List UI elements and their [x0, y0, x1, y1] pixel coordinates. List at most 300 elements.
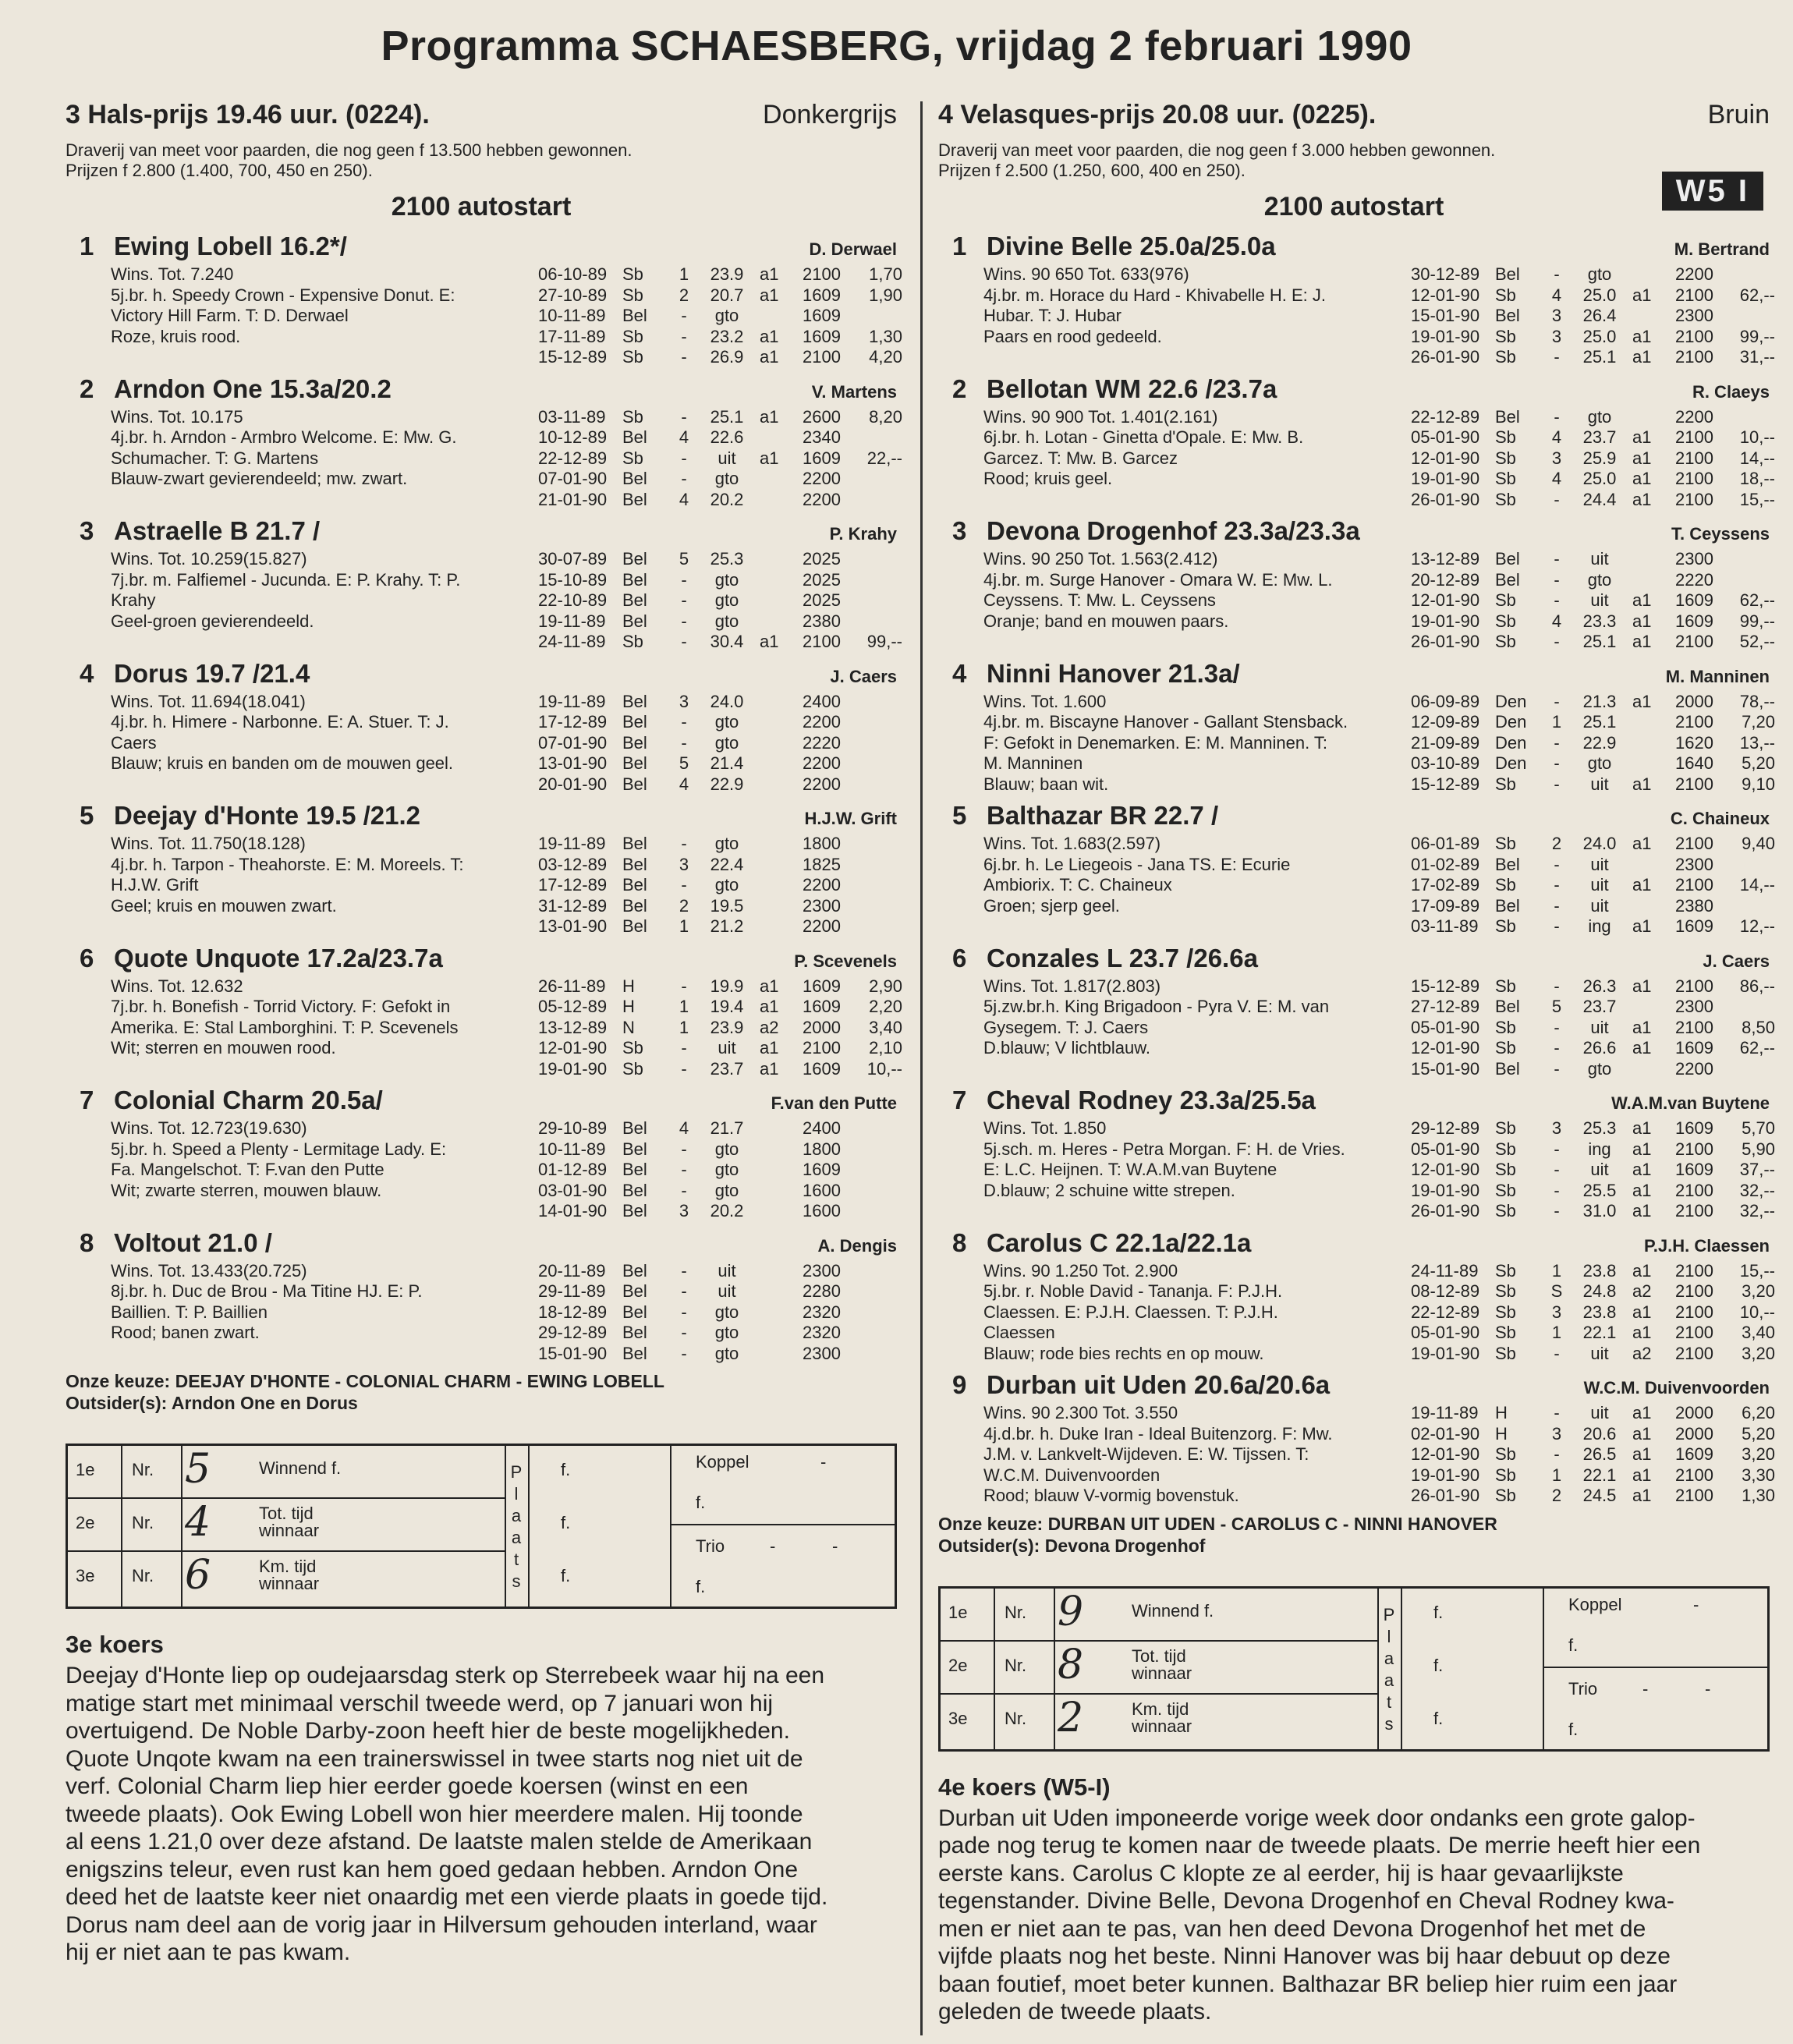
horse-info-line: Wins. Tot. 12.632 — [111, 976, 243, 996]
run-row — [1411, 732, 1775, 754]
run-distance: 1800 — [803, 1139, 841, 1159]
handwritten-number: 8 — [1058, 1641, 1084, 1688]
horse-number: 6 — [80, 943, 94, 972]
run-track: Bel — [1495, 854, 1520, 874]
run-time: uit — [1590, 774, 1609, 794]
analysis-line: Deejay d'Honte liep op oudejaarsdag sterk op Sterrebeek waar hij na een — [66, 1663, 825, 1688]
koppel-f: f. — [1568, 1635, 1579, 1655]
run-time: uit — [1590, 875, 1609, 894]
run-distance: 1609 — [1675, 590, 1713, 610]
race-conditions: Draverij van meet voor paarden, die nog geen f 3.000 hebben gewonnen. — [938, 140, 1496, 160]
horse-info — [111, 976, 602, 1059]
run-start: a1 — [1632, 875, 1652, 894]
run-track: Bel — [622, 1302, 647, 1322]
run-date: 03-01-90 — [538, 1180, 608, 1200]
run-row — [538, 406, 902, 428]
run-time: 23.7 — [710, 1058, 744, 1079]
run-date: 26-11-89 — [538, 976, 606, 996]
run-track: Bel — [1495, 997, 1520, 1016]
horse-details — [938, 406, 1775, 511]
run-time: 25.1 — [1582, 712, 1617, 732]
run-row — [1411, 1323, 1775, 1344]
horse-info — [983, 407, 1475, 490]
run-payout: 86,-- — [1739, 976, 1775, 996]
run-place: - — [1554, 1058, 1560, 1079]
run-payout: 13,-- — [1739, 732, 1775, 753]
horse-header — [66, 1086, 897, 1118]
horse-info-line: M. Manninen — [983, 753, 1083, 773]
run-track: Bel — [622, 774, 647, 794]
horse-number: 2 — [80, 374, 94, 403]
run-place: - — [1554, 347, 1560, 367]
run-track: Bel — [622, 712, 647, 732]
plaats-letter: a — [511, 1506, 522, 1525]
horse-header — [938, 801, 1770, 834]
run-row — [538, 976, 902, 997]
run-place: - — [1554, 1038, 1560, 1057]
run-time: 24.4 — [1582, 489, 1617, 509]
horse-entry — [66, 659, 897, 795]
run-payout: 15,-- — [1739, 489, 1775, 509]
run-row — [1411, 590, 1775, 611]
race-distance: 2100 autostart — [391, 192, 572, 221]
run-track: Bel — [622, 732, 647, 753]
run-row — [1411, 448, 1775, 469]
run-time: 25.9 — [1582, 448, 1617, 468]
run-track: Bel — [622, 1343, 647, 1363]
run-place: - — [681, 1302, 687, 1322]
run-distance: 2300 — [803, 895, 841, 916]
horse-info-line: Blauw; rode bies rechts en op mouw. — [983, 1343, 1264, 1363]
form-row-line — [941, 1640, 1377, 1642]
run-place: 3 — [1551, 326, 1562, 346]
horse-entry — [938, 1086, 1775, 1222]
horse-entry — [938, 801, 1775, 937]
horse-header — [66, 516, 897, 549]
our-choice — [66, 1370, 897, 1414]
horse-info — [983, 264, 1475, 347]
horse-header — [66, 232, 897, 264]
horse-info-line: 8j.br. h. Duc de Brou - Ma Titine HJ. E: P. — [111, 1281, 423, 1301]
horse-info-line: Caers — [111, 732, 157, 753]
horse-entry — [938, 1370, 1775, 1507]
run-time: gto — [714, 469, 739, 488]
horse-number: 4 — [952, 658, 967, 688]
run-payout: 15,-- — [1739, 1260, 1775, 1281]
our-choice — [938, 1513, 1770, 1557]
result-field-label: Km. tijd — [259, 1557, 317, 1576]
run-time: uit — [718, 1260, 736, 1281]
run-date: 13-12-89 — [1411, 549, 1480, 569]
run-row — [1411, 753, 1775, 774]
handwritten-number: 9 — [1058, 1588, 1084, 1635]
run-distance: 2200 — [803, 712, 841, 732]
run-start: a1 — [1632, 774, 1652, 794]
run-date: 13-01-90 — [538, 753, 608, 773]
run-place: - — [681, 834, 687, 853]
run-place: - — [681, 569, 687, 590]
horse-info-line: D.blauw; V lichtblauw. — [983, 1038, 1150, 1057]
horse-details — [66, 1118, 897, 1222]
run-track: Sb — [622, 1038, 643, 1057]
run-date: 05-01-90 — [1411, 1139, 1480, 1159]
run-track: Bel — [1495, 569, 1520, 590]
run-time: 23.2 — [710, 326, 744, 346]
run-time: 26.6 — [1582, 1038, 1617, 1057]
horse-info — [983, 976, 1475, 1059]
run-place: - — [1554, 732, 1560, 753]
run-place: 5 — [1551, 997, 1562, 1016]
run-date: 19-01-90 — [538, 1058, 608, 1079]
run-payout: 3,30 — [1742, 1465, 1775, 1485]
plaats-letter: P — [510, 1462, 523, 1482]
run-date: 30-07-89 — [538, 549, 608, 569]
horse-name: Arndon One 15.3a/20.2 — [114, 374, 392, 403]
run-row — [1411, 611, 1775, 632]
analysis-line: hij er niet aan te pas kwam. — [66, 1939, 351, 1965]
run-date: 20-01-90 — [538, 774, 608, 794]
run-payout: 3,20 — [1742, 1444, 1775, 1464]
horse-info-line: Wins. 90 250 Tot. 1.563(2.412) — [983, 549, 1218, 569]
horse-info-line: Rood; banen zwart. — [111, 1323, 260, 1342]
run-place: - — [1554, 753, 1560, 773]
run-distance: 2300 — [1675, 854, 1713, 874]
horse-driver: W.A.M.van Buytene — [1611, 1093, 1770, 1113]
run-date: 10-11-89 — [538, 306, 606, 325]
form-column-line — [1401, 1589, 1402, 1749]
run-distance: 1825 — [803, 854, 841, 874]
horse-entry — [66, 1228, 897, 1365]
run-start: a1 — [1632, 469, 1652, 488]
run-time: 22.1 — [1582, 1465, 1617, 1485]
horse-info-line: Geel-groen gevierendeeld. — [111, 611, 314, 631]
run-distance: 1609 — [803, 997, 841, 1016]
horse-details — [938, 264, 1775, 368]
run-place: - — [1554, 264, 1560, 284]
analysis-line: pade nog terug te komen naar de tweede plaats. De merrie heeft hier een — [938, 1833, 1701, 1858]
run-time: 25.5 — [1582, 1180, 1617, 1200]
run-start: a1 — [1632, 1403, 1652, 1422]
horse-entry — [938, 943, 1775, 1080]
result-field-label: Km. tijd — [1132, 1699, 1189, 1719]
run-row — [538, 285, 902, 306]
horse-name: Astraelle B 21.7 / — [114, 516, 321, 545]
horse-info-line: Gysegem. T: J. Caers — [983, 1017, 1149, 1037]
run-date: 02-01-90 — [1411, 1423, 1480, 1444]
run-track: Sb — [1495, 489, 1516, 509]
handwritten-number: 2 — [1058, 1694, 1084, 1741]
race-4-column — [938, 100, 1775, 2026]
recent-runs — [1411, 549, 1775, 653]
horse-driver: W.C.M. Duivenvoorden — [1583, 1378, 1770, 1398]
run-distance: 2100 — [1675, 712, 1713, 732]
koppel-label: Koppel — [696, 1452, 749, 1472]
horse-info-line: Blauw; kruis en banden om de mouwen geel. — [111, 753, 454, 773]
run-payout: 62,-- — [1739, 1038, 1775, 1057]
plaats-f: f. — [1433, 1655, 1444, 1675]
plaats-f: f. — [561, 1566, 571, 1585]
koppel-f: f. — [696, 1493, 706, 1512]
horse-header — [66, 374, 897, 407]
race-title: 3 Hals-prijs 19.46 uur. (0224). — [66, 100, 430, 129]
run-date: 26-01-90 — [1411, 1486, 1480, 1505]
horse-info-line: Wins. Tot. 1.683(2.597) — [983, 834, 1161, 853]
result-nr-label: Nr. — [132, 1460, 154, 1479]
horse-driver: R. Claeys — [1692, 381, 1770, 402]
run-date: 19-01-90 — [1411, 611, 1480, 631]
run-time: gto — [714, 569, 739, 590]
run-time: 24.5 — [1582, 1486, 1617, 1505]
run-date: 12-01-90 — [1411, 448, 1480, 468]
run-row — [1411, 875, 1775, 896]
run-track: Sb — [1495, 427, 1516, 447]
run-track: H — [622, 976, 635, 996]
run-start: a1 — [1632, 489, 1652, 509]
run-track: Sb — [1495, 1486, 1516, 1505]
recent-runs — [1411, 1403, 1775, 1507]
run-row — [1411, 1180, 1775, 1202]
horse-driver: M. Manninen — [1665, 666, 1770, 686]
run-distance: 2380 — [803, 611, 841, 631]
horse-header — [66, 659, 897, 692]
horse-details — [66, 264, 902, 368]
plaats-letter: t — [513, 1550, 519, 1569]
run-payout: 14,-- — [1739, 448, 1775, 468]
horse-driver: H.J.W. Grift — [804, 809, 897, 828]
run-track: H — [1495, 1403, 1508, 1422]
recent-runs — [1411, 834, 1775, 937]
run-track: Sb — [1495, 1118, 1516, 1138]
horse-info-line: E: L.C. Heijnen. T: W.A.M.van Buytene — [983, 1160, 1277, 1179]
run-date: 26-01-90 — [1411, 632, 1480, 651]
run-distance: 1609 — [1675, 1118, 1713, 1138]
run-place: 2 — [1551, 1486, 1562, 1505]
run-track: Sb — [1495, 774, 1516, 794]
run-payout: 5,90 — [1742, 1139, 1775, 1159]
run-track: Sb — [622, 264, 643, 284]
column-divider — [920, 101, 923, 2035]
horse-info-line: Wins. Tot. 1.850 — [983, 1118, 1107, 1138]
run-place: 1 — [1551, 1260, 1562, 1281]
run-place: 4 — [1551, 611, 1562, 631]
run-time: 19.4 — [710, 997, 744, 1016]
run-time: 24.0 — [710, 691, 744, 711]
run-time: gto — [714, 1302, 739, 1322]
run-place: 2 — [1551, 834, 1562, 853]
run-date: 05-12-89 — [538, 997, 608, 1016]
trio-dash: - — [832, 1536, 838, 1556]
trio-dash: - — [1642, 1678, 1649, 1699]
horse-info — [111, 692, 602, 774]
run-time: gto — [714, 590, 739, 610]
horse-number: 8 — [80, 1227, 94, 1257]
run-place: 1 — [679, 1017, 689, 1037]
horse-entry — [66, 801, 897, 937]
run-date: 18-12-89 — [538, 1302, 608, 1322]
run-row — [538, 326, 902, 348]
run-start: a1 — [760, 1038, 779, 1057]
run-time: 19.5 — [710, 895, 744, 916]
horse-info — [983, 549, 1475, 632]
run-time: 30.4 — [710, 632, 744, 651]
run-time: 25.3 — [710, 549, 744, 569]
run-row — [1411, 712, 1775, 733]
race-conditions: Draverij van meet voor paarden, die nog geen f 13.500 hebben gewonnen. — [66, 140, 633, 160]
choice-line: Onze keuze: DEEJAY D'HONTE - COLONIAL CHARM - EWING LOBELL — [66, 1371, 664, 1391]
horse-driver: P.J.H. Claessen — [1643, 1235, 1770, 1256]
run-place: - — [681, 306, 687, 325]
run-distance: 2000 — [1675, 1403, 1713, 1422]
plaats-letter: s — [512, 1571, 521, 1591]
plaats-label — [1381, 1604, 1397, 1735]
horse-number: 1 — [80, 232, 94, 260]
run-place: 3 — [679, 691, 689, 711]
horse-info-line: Wins. 90 900 Tot. 1.401(2.161) — [983, 406, 1218, 427]
result-position: 3e — [948, 1708, 968, 1728]
run-time: gto — [1587, 1058, 1612, 1079]
run-place: 1 — [679, 916, 689, 936]
horse-name: Dorus 19.7 /21.4 — [114, 658, 310, 688]
run-time: 31.0 — [1582, 1201, 1617, 1220]
horse-driver: M. Bertrand — [1674, 239, 1770, 259]
horse-info-line: Wins. Tot. 7.240 — [111, 264, 234, 284]
horse-info-line: F: Gefokt in Denemarken. E: M. Manninen. T: — [983, 732, 1328, 753]
run-track: Sb — [1495, 448, 1516, 468]
run-track: Bel — [622, 569, 647, 590]
run-place: - — [1554, 854, 1560, 874]
koppel-label: Koppel — [1568, 1594, 1622, 1614]
horse-entry — [66, 943, 902, 1080]
run-track: Bel — [1495, 549, 1520, 569]
run-place: 3 — [679, 1201, 689, 1220]
run-row — [538, 1281, 897, 1302]
run-track: Bel — [1495, 264, 1520, 284]
run-distance: 2200 — [1675, 264, 1713, 284]
run-place: 3 — [1551, 1118, 1562, 1138]
koppel-dash: - — [1693, 1594, 1699, 1614]
run-distance: 2300 — [803, 1343, 841, 1363]
run-date: 15-10-89 — [538, 569, 608, 590]
run-distance: 2280 — [803, 1281, 841, 1301]
plaats-letter: a — [1384, 1648, 1394, 1668]
run-payout: 8,50 — [1742, 1017, 1775, 1037]
run-time: gto — [714, 875, 739, 894]
run-distance: 2025 — [803, 590, 841, 610]
run-date: 19-01-90 — [1411, 1465, 1480, 1485]
run-distance: 2400 — [803, 1118, 841, 1138]
run-date: 26-01-90 — [1411, 347, 1480, 367]
run-distance: 1609 — [803, 326, 841, 346]
run-date: 15-12-89 — [1411, 774, 1480, 794]
horse-info-line: Blauw-zwart gevierendeeld; mw. zwart. — [111, 469, 408, 488]
run-date: 06-09-89 — [1411, 691, 1480, 711]
run-date: 19-11-89 — [538, 834, 606, 853]
analysis-line: men er niet aan te pas, van hen deed Devona Drogenhof het met de — [938, 1915, 1646, 1942]
run-time: 20.2 — [710, 489, 744, 509]
horse-info-line: Wins. 90 650 Tot. 633(976) — [983, 264, 1189, 284]
run-payout: 4,20 — [869, 347, 902, 367]
run-payout: 37,-- — [1739, 1160, 1775, 1179]
run-start: a1 — [1632, 1118, 1652, 1138]
run-date: 22-12-89 — [538, 448, 608, 468]
run-row — [1411, 1017, 1775, 1039]
form-column-line — [181, 1446, 182, 1607]
horse-header — [938, 1228, 1770, 1261]
result-field-label: Winnend f. — [259, 1458, 342, 1478]
run-row — [1411, 1465, 1775, 1486]
run-payout: 52,-- — [1739, 632, 1775, 651]
run-place: - — [1554, 1201, 1560, 1220]
run-start: a1 — [760, 285, 779, 305]
outsiders-line: Outsider(s): Arndon One en Dorus — [66, 1393, 358, 1413]
horse-info-line: 4j.br. h. Tarpon - Theahorste. E: M. Moreels. T: — [111, 854, 464, 874]
result-position: 1e — [948, 1602, 968, 1622]
race-analysis-text — [66, 1662, 897, 1967]
run-track: Bel — [622, 895, 647, 916]
run-payout: 62,-- — [1739, 590, 1775, 610]
horse-info-line: Baillien. T: P. Baillien — [111, 1302, 268, 1322]
run-payout: 31,-- — [1739, 347, 1775, 367]
run-payout: 5,20 — [1742, 753, 1775, 773]
horse-number: 7 — [80, 1086, 94, 1114]
run-row — [1411, 407, 1770, 428]
run-row — [538, 632, 902, 653]
run-row — [538, 1302, 897, 1323]
run-distance: 2100 — [1675, 1017, 1713, 1037]
run-distance: 2300 — [1675, 997, 1713, 1016]
run-time: 25.1 — [710, 406, 744, 427]
run-row — [538, 264, 902, 285]
result-nr-label: Nr. — [1005, 1655, 1027, 1675]
plaats-letter: t — [1386, 1692, 1392, 1712]
run-date: 17-12-89 — [538, 875, 608, 894]
run-row — [1411, 427, 1775, 448]
run-place: - — [1554, 1017, 1560, 1037]
run-date: 19-11-89 — [538, 691, 606, 711]
run-place: - — [681, 976, 687, 996]
run-distance: 2100 — [1675, 632, 1713, 651]
analysis-line: tweede plaats). Ook Ewing Lobell won hier meerdere malen. Hij toonde — [66, 1801, 803, 1827]
horse-header — [938, 659, 1770, 692]
horse-entry — [938, 516, 1775, 653]
run-row — [1411, 570, 1770, 591]
run-track: Bel — [622, 306, 647, 325]
run-row — [1411, 1423, 1775, 1445]
run-date: 05-01-90 — [1411, 1017, 1480, 1037]
run-place: 1 — [1551, 1323, 1562, 1342]
horse-driver: V. Martens — [811, 381, 897, 402]
recent-runs — [538, 406, 902, 511]
run-date: 10-11-89 — [538, 1139, 606, 1159]
run-distance: 2320 — [803, 1302, 841, 1322]
recent-runs — [538, 264, 902, 368]
run-track: Sb — [1495, 1180, 1516, 1200]
run-row — [538, 875, 897, 896]
run-track: Sb — [622, 347, 643, 367]
run-distance: 1600 — [803, 1201, 841, 1220]
run-track: Bel — [622, 489, 647, 509]
trio-dash: - — [1705, 1678, 1711, 1699]
run-time: uit — [1590, 1160, 1609, 1179]
run-start: a1 — [1632, 427, 1652, 447]
run-place: - — [681, 1260, 687, 1281]
run-distance: 2100 — [1675, 469, 1713, 488]
run-place: 4 — [1551, 469, 1562, 488]
trio-label: Trio — [1568, 1678, 1598, 1699]
choice-line: Onze keuze: DURBAN UIT UDEN - CAROLUS C - NINNI HANOVER — [938, 1513, 1497, 1534]
run-distance: 1609 — [1675, 1444, 1713, 1464]
run-date: 08-12-89 — [1411, 1281, 1480, 1301]
